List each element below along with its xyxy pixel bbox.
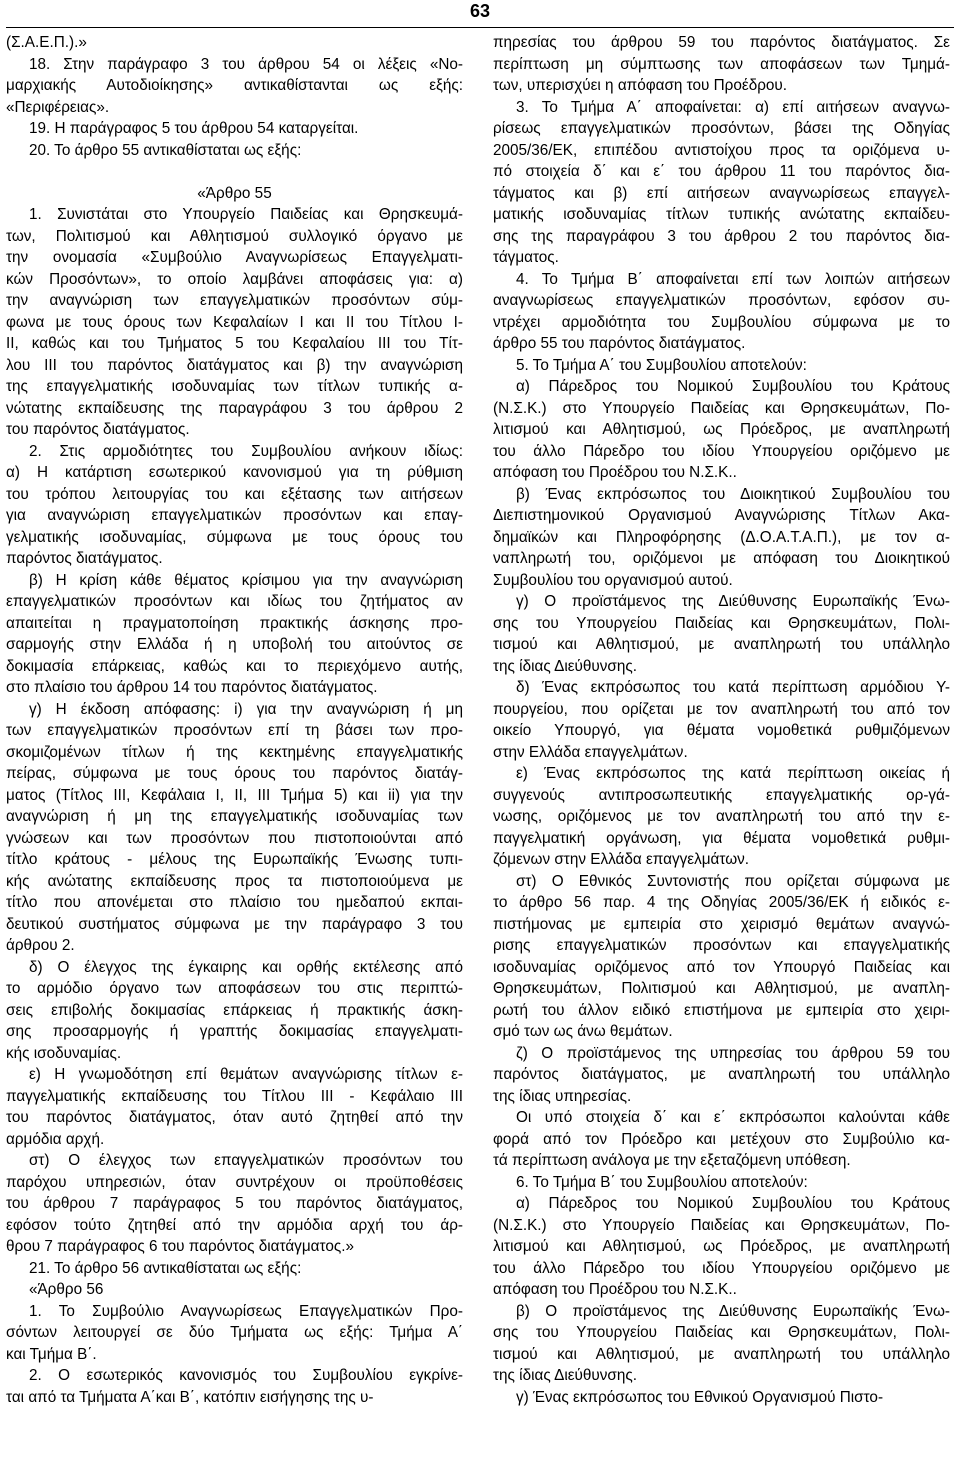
text-line: συγγενούς αντιπροσωπευτικής επαγγελματικής ορ-γά- (493, 786, 950, 804)
text-line: α) Η κατάρτιση εσωτερικού κανονισμού για τη ρύθμιση (6, 464, 463, 481)
text-line: της ίδιας Διεύθυνσης. (493, 657, 637, 675)
text-line: παρόντος διατάγματος, με αναπληρωτή του υπάλληλο (493, 1066, 950, 1083)
text-line: 2005/36/ΕΚ, επιπέδου αντιστοίχου προς τα οριζόμενα υ- (493, 141, 950, 159)
text-line: απαιτείται η πραγματοποίηση πρακτικής άσκησης προ- (6, 614, 463, 632)
text-line: πουργείου, που ορίζεται με τον αναπληρωτή του από τον (493, 700, 950, 718)
text-line: γ) Ένας εκπρόσωπος του Εθνικού Οργανισμού Πιστο- (493, 1388, 884, 1406)
text-line: για αναγνώριση επαγγελματικών προσόντων και επαγ- (6, 507, 463, 524)
text-line: του άλλο Πάρεδρο του ιδίου Υπουργείου οριζόμενο με (493, 442, 950, 460)
text-line: του παρόντος διατάγματος, όταν αυτό ζητηθεί από την (6, 1109, 463, 1126)
text-line: λου ΙΙΙ του παρόντος διατάγματος και β) την αναγνώριση (6, 356, 463, 374)
text-line: παρόχου υπηρεσιών, όταν συντρέχουν οι προϋποθέσεις (6, 1173, 463, 1191)
text-line: σης του Υπουργείου Παιδείας και Θρησκευμάτων, Πολι- (493, 1324, 950, 1341)
text-line: Διεπιστημονικού Οργανισμού Αναγνώρισης Τίτλων Ακα- (493, 507, 950, 524)
text-line: των, υπερισχύει η απόφαση του Προέδρου. (493, 77, 788, 94)
text-line: των, Πολιτισμού και Αθλητισμού συλλογικό όργανο με (6, 227, 463, 245)
text-line: πηρεσίας του άρθρου 59 του παρόντος διατάγματος. Σε (493, 34, 950, 51)
text-line: επαγγελματικών προσόντων και ιδίως του ζητήματος αν (6, 593, 463, 610)
text-line: κής ανώτατης εκπαίδευσης προς τα πιστοποιούμενα με (6, 872, 463, 890)
text-line: 3. Το Τμήμα Α΄ αποφαίνεται: α) επί αιτήσεων αναγνω- (493, 98, 950, 116)
text-line: σης προσαρμογής ή γραπτής δοκιμασίας επαγγελματι- (6, 1023, 463, 1040)
text-line: την ονομασία «Συμβούλιο Αναγνωρίσεως Επαγγελματι- (6, 249, 463, 266)
text-line: γ) Ο προϊστάμενος της Διεύθυνσης Ευρωπαϊκής Ένω- (493, 593, 950, 610)
text-line: φορά από τον Πρόεδρο και μετέχουν στο Συμβούλιο κα- (493, 1130, 950, 1148)
text-line: απόφαση του Προέδρου του Ν.Σ.Κ.. (493, 464, 737, 481)
text-line: εφόσον τούτο ζητηθεί από την αρμόδια αρχή του άρ- (6, 1216, 463, 1234)
text-line: την αναγνώριση των επαγγελματικών προσόντων σύμ- (6, 292, 463, 309)
text-line: τά περίπτωση ανάλογα με την εξεταζόμενη υπόθεση. (493, 1152, 851, 1169)
text-line: τισμού και Αθλητισμού, με αναπληρωτή του υπάλληλο (493, 636, 950, 653)
text-line: πείρας, σύμφωνα με τους όρους του παρόντος διατάγ- (6, 765, 463, 782)
text-line: και Τμήμα Β΄. (6, 1345, 97, 1363)
text-line: β) Ο προϊστάμενος της Διεύθυνσης Ευρωπαϊκής Ένω- (493, 1302, 950, 1320)
text-line: ρίσεως επαγγελματικών προσόντων, βάσει της Οδηγίας (493, 120, 950, 137)
text-line: ται από τα Τμήματα Α΄και Β΄, κατόπιν εισήγησης της υ- (6, 1388, 374, 1406)
text-line: ε) Η γνωμοδότηση επί θεμάτων αναγνώρισης τίτλων ε- (6, 1066, 463, 1083)
text-line: σαρμογής στην Ελλάδα ή η υποβολή του αιτούντος σε (6, 636, 463, 653)
text-line: περίπτωση μη σύμπτωσης των αποφάσεων των Τμημά- (493, 55, 950, 73)
text-line: παγγελματική οργάνωση, για θέματα νομοθετικά ρυθμι- (493, 829, 950, 847)
text-line: αρμόδια αρχή. (6, 1130, 105, 1148)
text-line: α) Πάρεδρος του Νομικού Συμβουλίου του Κράτους (493, 1195, 950, 1212)
text-line: Συμβουλίου του οργανισμού αυτού. (493, 571, 733, 589)
text-line: σκομιζομένων τίτλων ή της κεκτημένης επαγγελματικής (6, 743, 463, 761)
text-line: θρου 7 παράγραφος 6 του παρόντος διατάγματος.» (6, 1238, 354, 1255)
text-line: σης της παραγράφου 3 του άρθρου 2 του παρόντος δια- (493, 227, 950, 245)
text-line: σης του Υπουργείου Παιδείας και Θρησκευμάτων, Πολι- (493, 614, 950, 632)
text-line: της ίδιας υπηρεσίας. (493, 1087, 632, 1105)
text-line: άρθρου 2. (6, 937, 75, 954)
text-line: β) Ένας εκπρόσωπος του Διοικητικού Συμβουλίου του (493, 485, 950, 503)
text-line: πιστήμονας με εμπειρία στο χειρισμό θεμάτων αναγνώ- (493, 915, 950, 933)
text-line: (Σ.Α.Ε.Π.).» (6, 34, 87, 51)
text-line: 5. Το Τμήμα Α΄ του Συμβουλίου αποτελούν: (493, 356, 807, 374)
text-line: 2. Στις αρμοδιότητες του Συμβουλίου ανήκουν ιδίως: (6, 442, 463, 460)
header-rule (6, 27, 954, 28)
text-line: των επαγγελματικών προσόντων επί τη βάσει των προ- (6, 722, 463, 739)
text-line: 1. Συνιστάται στο Υπουργείο Παιδείας και Θρησκευμά- (6, 206, 463, 223)
text-line: ζ) Ο προϊστάμενος της υπηρεσίας του άρθρου 59 του (493, 1044, 950, 1062)
text-line: στην Ελλάδα επαγγελμάτων. (493, 743, 688, 761)
text-line: τίτλο που απονέμεται στο πλαίσιο του ημεδαπού εκπαι- (6, 894, 463, 911)
text-line: β) Η κρίση κάθε θέματος κρίσιμου για την αναγνώριση (6, 571, 463, 589)
text-line: σεις επιβολής δοκιμασίας επάρκειας ή πρακτικής άσκη- (6, 1001, 463, 1019)
text-line: ντρέχει αρμοδιότητα του Συμβουλίου σύμφωνα με το (493, 313, 950, 331)
text-line: δ) Ο έλεγχος της έγκαιρης και ορθής εκτέλεσης από (6, 958, 463, 976)
text-line: το αρμόδιο όργανο των αποφάσεων του στις περιπτώ- (6, 980, 463, 997)
text-line: 18. Στην παράγραφο 3 του άρθρου 54 οι λέξεις «Νο- (6, 55, 463, 73)
text-line: απόφαση του Προέδρου του Ν.Σ.Κ.. (493, 1281, 737, 1298)
text-line: 1. Το Συμβούλιο Αναγνωρίσεως Επαγγελματικών Προ- (6, 1302, 463, 1320)
text-line: μαρχιακής Αυτοδιοίκησης» αντικαθίστανται ως εξής: (6, 77, 463, 94)
text-line: «Περιφέρειας». (6, 98, 110, 116)
left-column (6, 32, 463, 1408)
text-line: τάγματος. (493, 249, 559, 266)
page-number: 63 (469, 1, 491, 21)
text-line: «Άρθρο 56 (6, 1281, 104, 1298)
text-line: σόντων λειτουργεί σε δύο Τμήματα ως εξής: Τμήμα Α΄ (6, 1324, 463, 1341)
text-line: πό στοιχεία δ΄ και ε΄ του άρθρου 11 του παρόντος δια- (493, 163, 950, 180)
text-line: τάγματος και β) επί αιτήσεων αναγνωρίσεως επαγγελ- (493, 184, 950, 202)
text-line: γνώσεων και των προσόντων που πιστοποιούνται από (6, 829, 463, 847)
text-line: γελματικής ισοδυναμίας, σύμφωνα με τους όρους του (6, 528, 463, 546)
text-line: (Ν.Σ.Κ.) στο Υπουργείο Παιδείας και Θρησκευμάτων, Πο- (493, 1216, 950, 1234)
text-line: δευτικού συστήματος σύμφωνα με την παράγραφο 3 του (6, 915, 463, 933)
text-line: οικείο Υπουργό, για θέματα νομοθετικά ρυθμιζόμενων (493, 722, 950, 739)
text-line: γ) Η έκδοση απόφασης: i) για την αναγνώριση ή μη (6, 700, 463, 718)
text-line: δ) Ένας εκπρόσωπος του κατά περίπτωση αρμόδιου Υ- (493, 679, 950, 696)
text-line: του παρόντος διατάγματος. (6, 421, 190, 438)
text-line: του άρθρου 7 παράγραφος 5 του παρόντος διατάγματος, (6, 1195, 463, 1212)
text-line: α) Πάρεδρος του Νομικού Συμβουλίου του Κράτους (493, 378, 950, 395)
text-line: το άρθρο 56 παρ. 4 της Οδηγίας 2005/36/ΕΚ ή ειδικός ε- (493, 894, 950, 911)
text-line: στ) Ο Εθνικός Συντονιστής που ορίζεται σύμφωνα με (493, 872, 950, 890)
text-line: ρωτή του άλλον ειδικό επιστήμονα με εμπειρία στο χειρι- (493, 1001, 950, 1019)
right-column (493, 32, 950, 1408)
text-line: ματικής ισοδυναμίας τίτλων τυπικής ανώτατης εκπαίδευ- (493, 206, 950, 223)
text-line: τίτλο κράτους - μέλους της Ευρωπαϊκής Ένωσης τυπι- (6, 851, 463, 868)
text-line: της επαγγελματικής ισοδυναμίας των τίτλων τυπικής α- (6, 378, 463, 395)
text-line: Θρησκευμάτων, Πολιτισμού και Αθλητισμού, με αναπλη- (493, 980, 950, 997)
text-line: λιτισμού και Αθλητισμού, ως Πρόεδρος, με αναπληρωτή (493, 1238, 950, 1255)
text-line: ναπληρωτή του, οριζόμενοι με απόφαση του Διοικητικού (493, 550, 950, 567)
text-line: 19. Η παράγραφος 5 του άρθρου 54 καταργείται. (6, 120, 359, 137)
text-line: 21. Το άρθρο 56 αντικαθίσταται ως εξής: (6, 1259, 302, 1277)
text-line: νώτατης εκπαίδευσης της παραγράφου 3 του άρθρου 2 (6, 399, 463, 417)
text-line: άρθρο 55 του παρόντος διατάγματος. (493, 335, 746, 352)
text-line: αναγνώριση ή μη της επαγγελματικής ισοδυναμίας των (6, 808, 463, 825)
text-line: 20. Το άρθρο 55 αντικαθίσταται ως εξής: (6, 141, 302, 159)
text-line: ματος (Τίτλος ΙΙΙ, Κεφάλαια Ι, ΙΙ, ΙΙΙ Τμήμα 5) και ii) για την (6, 786, 463, 804)
text-line: παγγελματικής εκπαίδευσης του Τίτλου ΙΙΙ - Κεφάλαιο ΙΙΙ (6, 1087, 463, 1105)
text-line: αναγνωρίσεως επαγγελματικών προσόντων, εφόσον συ- (493, 292, 950, 309)
text-line: Οι υπό στοιχεία δ΄ και ε΄ εκπρόσωποι καλούνται κάθε (493, 1109, 950, 1126)
text-line: (Ν.Σ.Κ.) στο Υπουργείο Παιδείας και Θρησκευμάτων, Πο- (493, 399, 950, 417)
text-line: ΙΙ, καθώς και του Τμήματος 5 του Κεφαλαίου ΙΙΙ του Τίτ- (6, 335, 463, 352)
text-line: κής ισοδυναμίας. (6, 1044, 122, 1062)
text-line: «Άρθρο 55 (197, 184, 272, 202)
blank-line (6, 161, 463, 183)
text-line: 6. Το Τμήμα Β΄ του Συμβουλίου αποτελούν: (493, 1173, 808, 1191)
text-line: στο πλαίσιο του άρθρου 14 του παρόντος διατάγματος. (6, 679, 378, 696)
text-line: ισοδυναμίας οριζόμενος από τον Υπουργό Παιδείας και (493, 958, 950, 976)
text-line: ρισης επαγγελματικών προσόντων και επαγγελματικής (493, 937, 950, 954)
text-line: της ίδιας Διεύθυνσης. (493, 1367, 637, 1384)
text-line: στ) Ο έλεγχος των επαγγελματικών προσόντων του (6, 1152, 463, 1169)
text-line: λιτισμού και Αθλητισμού, ως Πρόεδρος, με αναπληρωτή (493, 421, 950, 438)
text-line: 2. Ο εσωτερικός κανονισμός του Συμβουλίου εγκρίνε- (6, 1367, 463, 1384)
text-line: του άλλο Πάρεδρο του ιδίου Υπουργείου οριζόμενο με (493, 1259, 950, 1277)
text-line: 4. Το Τμήμα Β΄ αποφαίνεται επί των λοιπών αιτήσεων (493, 270, 950, 288)
text-line: δοκιμασία επάρκειας, καθώς και το περιεχόμενο αυτής, (6, 657, 463, 675)
text-line: νωσης, οριζόμενος με τον αναπληρωτή του από την ε- (493, 808, 950, 825)
text-line: σμό των ως άνω θεμάτων. (493, 1023, 673, 1040)
text-line: φωνα με τους όρους των Κεφαλαίων Ι και ΙΙ του Τίτλου Ι- (6, 313, 463, 331)
text-line: ζόμενων στην Ελλάδα επαγγελμάτων. (493, 851, 750, 868)
text-line: δημαϊκών και Πληροφόρησης (Δ.Ο.Α.Τ.Α.Π.), με τον α- (493, 528, 950, 546)
text-line: τισμού και Αθλητισμού, με αναπληρωτή του υπάλληλο (493, 1345, 950, 1363)
text-line: κών Προσόντων», το οποίο λαμβάνει αποφάσεις για: α) (6, 270, 463, 288)
text-line: του τρόπου λειτουργίας του και εξέτασης των αιτήσεων (6, 485, 463, 503)
text-line: παρόντος διατάγματος. (6, 550, 163, 567)
text-line: ε) Ένας εκπρόσωπος της κατά περίπτωση οικείας ή (493, 765, 950, 782)
